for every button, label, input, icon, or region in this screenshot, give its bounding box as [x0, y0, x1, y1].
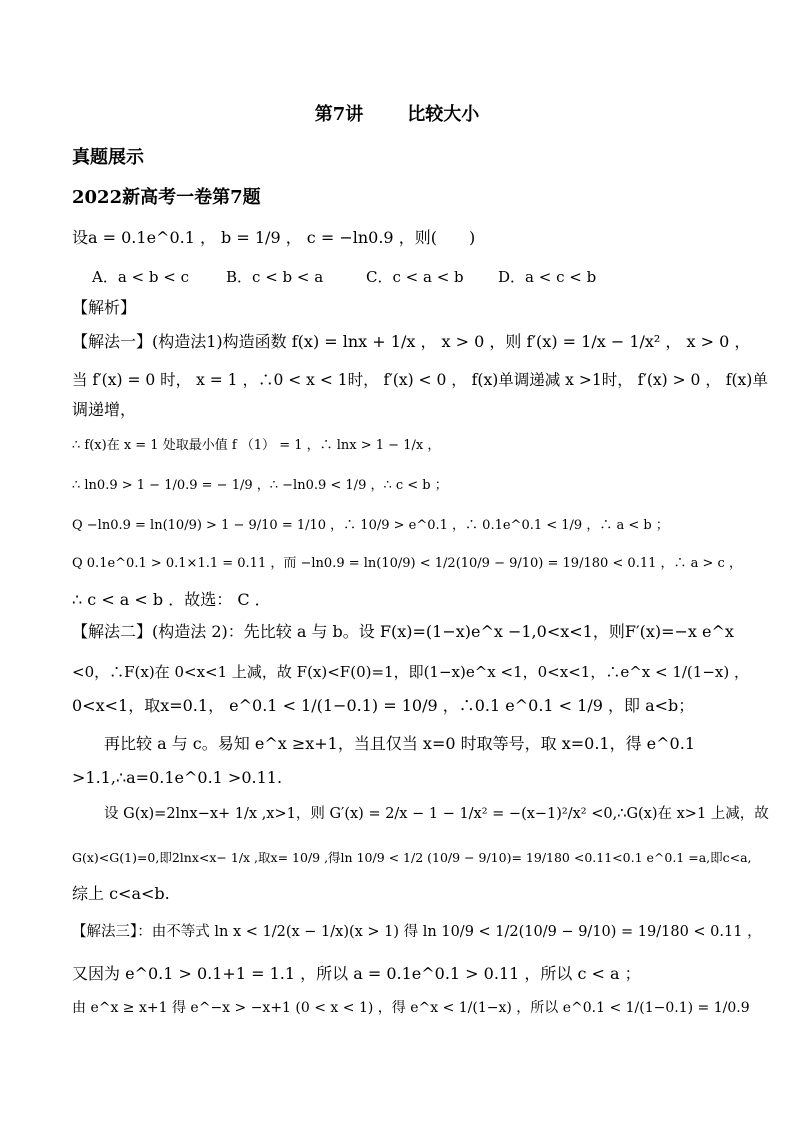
solution-line: 由 e^x ≥ x+1 得 e^−x > −x+1 (0 < x < 1) ，得 e^x < 1/(1−x) ，所以 e^0.1 < 1/(1−0.1) = 1/0.9: [72, 1000, 750, 1016]
choice-d: D．a < c < b: [498, 268, 597, 286]
choice-b: B．c < b < a: [226, 268, 324, 286]
solution-line: Q 0.1e^0.1 > 0.1×1.1 = 0.11 ，而 −ln0.9 = ln(10/9) < 1/2(10/9 − 9/10) = 19/180 < 0.11 ，∴ a > c ，: [72, 556, 742, 571]
problem-source: 2022新高考一卷第7题: [72, 187, 261, 208]
lecture-number: 第7讲: [314, 104, 364, 125]
solution-line: 【解法一】(构造法1)构造函数 f(x) = lnx + 1/x ， x > 0 ，则 f′(x) = 1/x − 1/x² ， x > 0 ，: [72, 332, 751, 351]
solution-line: 又因为 e^0.1 > 0.1+1 = 1.1 ，所以 a = 0.1e^0.1 > 0.11 ，所以 c < a ；: [72, 964, 641, 983]
solution-line: Q −ln0.9 = ln(10/9) > 1 − 9/10 = 1/10 ，∴ 10/9 > e^0.1 ，∴ 0.1e^0.1 < 1/9 ，∴ a < b ；: [72, 518, 669, 533]
solution-line: ∴ c < a < b ．故选： C ．: [72, 590, 271, 609]
solution-line: G(x)<G(1)=0,即2lnx<x− 1/x ,取x= 10/9 ,得ln 10/9 < 1/2 (10/9 − 9/10)= 19/180 <0.11<0.1 e^0.1 =a,即c<a,: [72, 850, 752, 865]
solution-line: <0，∴F(x)在 0<x<1 上减，故 F(x)<F(0)=1，即(1−x)e^x <1，0<x<1，∴e^x < 1/(1−x) ，: [72, 663, 749, 681]
question-text: 设a = 0.1e^0.1 ， b = 1/9 ， c = −ln0.9 ，则( ): [72, 228, 476, 247]
solution-line: 再比较 a 与 c。易知 e^x ≥x+1，当且仅当 x=0 时取等号，取 x=0.1，得 e^0.1: [104, 734, 695, 753]
lecture-topic: 比较大小: [407, 104, 480, 125]
solution-line: 设 G(x)=2lnx−x+ 1/x ,x>1，则 G′(x) = 2/x − 1 − 1/x² = −(x−1)²/x² <0,∴G(x)在 x>1 上减，故: [104, 806, 769, 822]
solution-line: 【解法三】：由不等式 ln x < 1/2(x − 1/x)(x > 1) 得 ln 10/9 < 1/2(10/9 − 9/10) = 19/180 < 0.11 ，: [72, 924, 762, 940]
solution-line: >1.1,∴a=0.1e^0.1 >0.11.: [72, 768, 283, 787]
solution-line: ∴ f(x)在 x = 1 处取最小值 f （1） = 1 ，∴ lnx > 1 − 1/x ，: [72, 438, 441, 453]
page-title: [0, 100, 794, 126]
solution-line: ∴ ln0.9 > 1 − 1/0.9 = − 1/9 ，∴ −ln0.9 < 1/9 ，∴ c < b ；: [72, 478, 448, 493]
choice-a: A．a < b < c: [92, 268, 189, 286]
choice-c: C．c < a < b: [366, 268, 464, 286]
section-heading: 真题展示: [72, 147, 144, 168]
analysis-label: 【解析】: [72, 298, 137, 317]
solution-line: 调递增，: [72, 400, 137, 419]
solution-line: 综上 c<a<b.: [72, 884, 170, 903]
solution-line: 当 f′(x) = 0 时， x = 1 ，∴0 < x < 1时， f′(x) < 0 ， f(x)单调递减 x >1时， f′(x) > 0 ， f(x)单: [72, 371, 768, 389]
solution-line: 0<x<1，取x=0.1， e^0.1 < 1/(1−0.1) = 10/9 ，∴0.1 e^0.1 < 1/9 ，即 a<b；: [72, 696, 695, 715]
solution-line: 【解法二】(构造法 2)：先比较 a 与 b。设 F(x)=(1−x)e^x −1,0<x<1，则F′(x)=−x e^x: [72, 622, 734, 641]
